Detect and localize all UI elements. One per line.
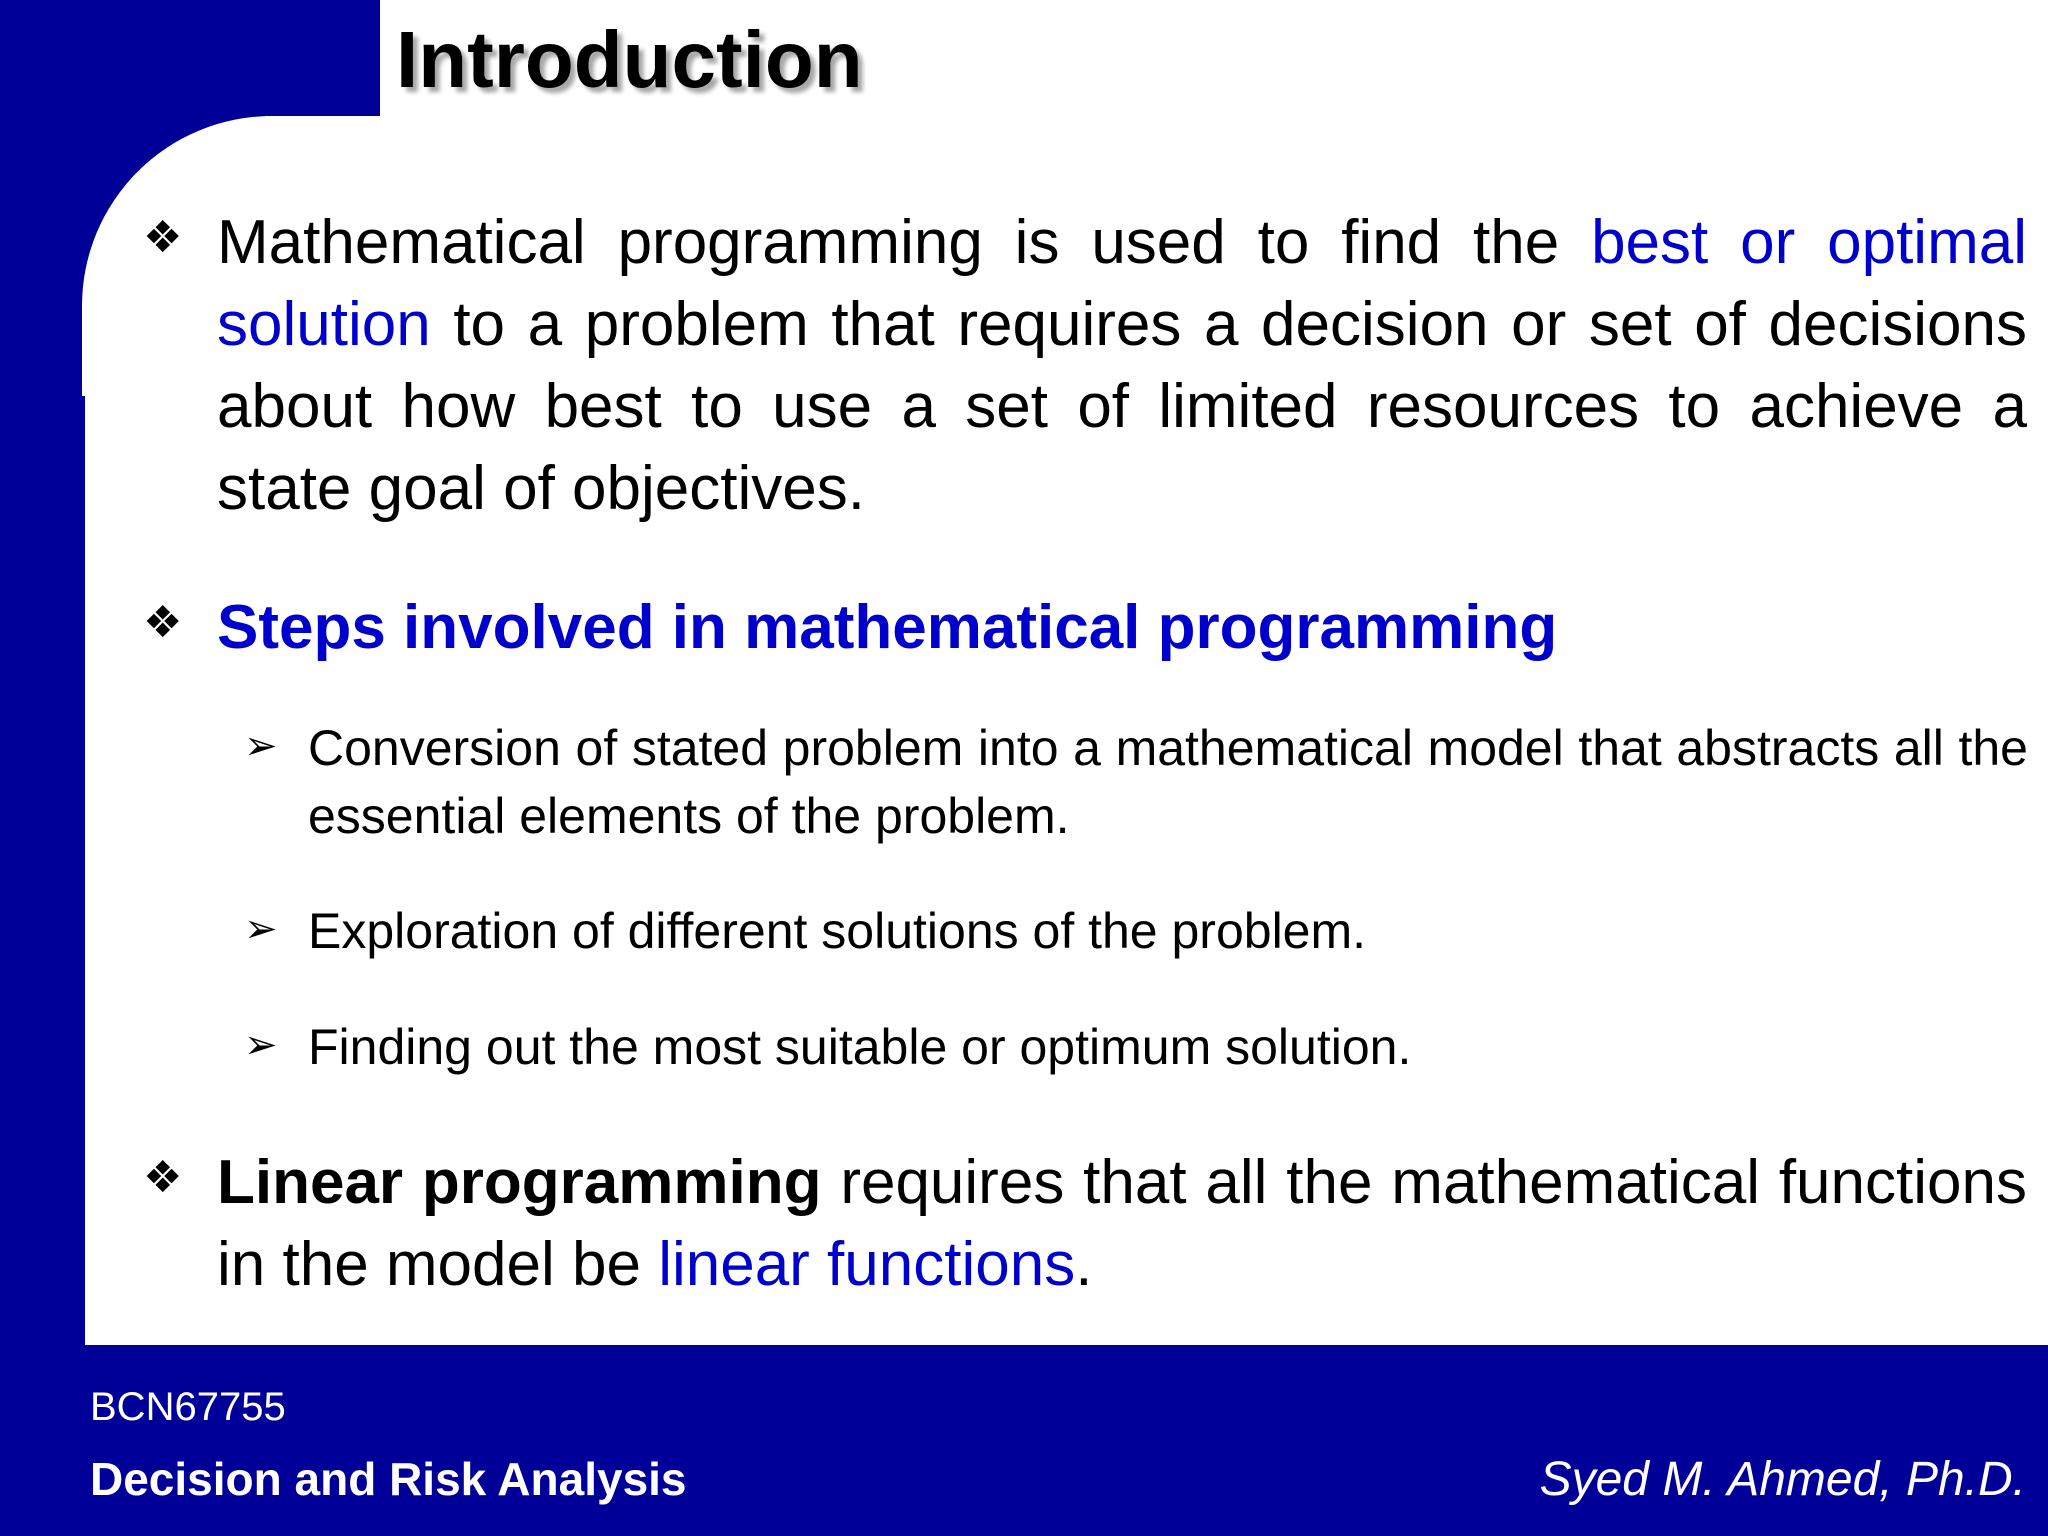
- bullet-2-heading: Steps involved in mathematical programming: [217, 593, 1558, 662]
- course-code: BCN67755: [90, 1385, 286, 1429]
- arrowhead-bullet-icon: ➢: [244, 1022, 278, 1068]
- bullet-3-highlight: linear functions: [658, 1230, 1076, 1299]
- bullet-1-part2: to a problem that requires a decision or set of decisions about how best to use a set of limited resources to achieve a state goal of objectives.: [217, 290, 2027, 523]
- bullet-3-bold: Linear programming: [217, 1148, 822, 1217]
- arrowhead-bullet-icon: ➢: [244, 723, 278, 769]
- diamond-bullet-icon: ❖: [143, 597, 183, 648]
- frame-top-block: [0, 0, 380, 116]
- bullet-1-part1: Mathematical programming is used to find the: [217, 208, 1592, 277]
- step-item-2: Exploration of different solutions of the problem.: [308, 903, 1367, 959]
- bullet-1-text: [217, 202, 2027, 530]
- bullet-1-highlight: best or optimal solution: [217, 208, 2027, 359]
- diamond-bullet-icon: ❖: [143, 1152, 183, 1203]
- frame-left-bar: [0, 0, 85, 1536]
- diamond-bullet-icon: ❖: [143, 212, 183, 263]
- step-item-3: Finding out the most suitable or optimum solution.: [308, 1019, 1412, 1075]
- course-name: Decision and Risk Analysis: [90, 1453, 687, 1505]
- slide-title: Introduction: [396, 15, 863, 104]
- bullet-3-text: [217, 1142, 2027, 1306]
- step-item-1: Conversion of stated problem into a mathematical model that abstracts all the essential elements of the problem.: [308, 720, 2028, 844]
- footer-bar: [0, 1345, 2048, 1536]
- arrowhead-bullet-icon: ➢: [244, 906, 278, 952]
- author-name: Syed M. Ahmed, Ph.D.: [1539, 1453, 2026, 1506]
- bullet-3-part1: requires that all the mathematical functions in the model be: [217, 1148, 2027, 1299]
- bullet-3-part2: .: [1075, 1230, 1093, 1299]
